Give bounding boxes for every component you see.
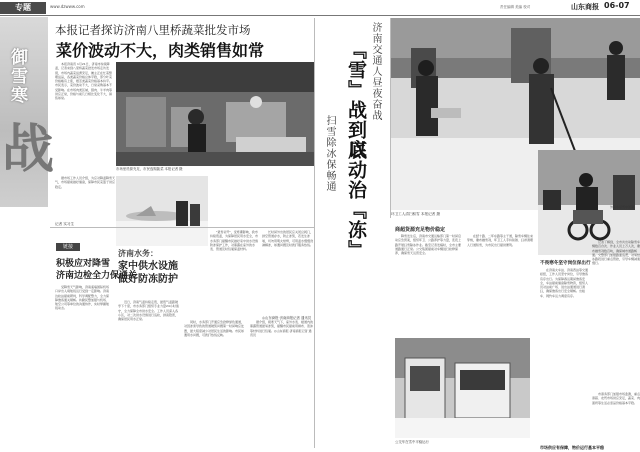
main-body-1: 降雪发生后，济南市交通运输部门第一时间启动应急预案，组织环卫、公路养护等力量，连夜上路开展扫雪除冰作业。截至记者发稿时，全市主要道路通行正常。公交集团提前对车辆进行检修保养，确保雪天运营安全。 (395, 234, 462, 256)
market-byline: 记者 实习生 (55, 222, 75, 226)
snow-photo-3-caption: 外卖小哥雪中送餐 (610, 205, 635, 209)
left-banner-bigchar: 战 (2, 120, 55, 180)
market-photo-image (116, 62, 314, 166)
row-rule-1 (50, 227, 314, 228)
site-url: www.dzwww.com (50, 4, 85, 9)
water-body-1: "楚雪初开"，受寒潮影响，我市持续低温，为保障居民用水安全，市水务部门提醒市民做好家中供水设施防冻保护工作，对暴露在室外的水表、管道及时包裹保温材料。 (210, 230, 258, 252)
left-banner-title: 御雪寒 (7, 48, 27, 105)
water-body-5: 据介绍，极寒天气下，室外水表、楼道内的暴露管道最易冻裂，提醒市民提前用棉布、泡沫等材料进行包裹。◎山东商报·济南商报记者 通讯员 (250, 320, 314, 337)
bus-photo-caption: 公交车在雪中平稳运行 (395, 440, 429, 444)
water-byline: ◎山东商报·济南商报记者 通讯员 (262, 316, 312, 320)
airport-photo (116, 176, 208, 246)
section-label: 专题 (0, 2, 46, 14)
market-photo (116, 62, 314, 166)
section-c-heading: 商超货源充足物价稳定 (395, 227, 446, 233)
market-photo-caption: 市场里货源充足，市民选购蔬菜 本报记者 摄 (116, 167, 183, 171)
paper-name: 山东商报 (571, 3, 599, 11)
page-number: 06-07 (604, 1, 630, 10)
bus-photo (395, 338, 530, 438)
feature-headline-2: 以动治『冻』 (345, 140, 367, 260)
section-b-heading: 市场供应有保障，物价运行基本平稳 (540, 445, 604, 450)
column-rule-2 (390, 18, 391, 218)
bus-photo-image (395, 338, 530, 438)
airport-photo-image (116, 176, 208, 246)
market-headline: 菜价波动不大，肉类销售如常 (56, 41, 265, 60)
feature-headline-1: 『雪』战到底 (345, 40, 367, 160)
feature-subtitle-2: 扫雪除冰保畅通 (324, 115, 335, 192)
market-body-1: 本报济南讯 1月21日，济南市持续降温，记者来到八里桥蔬菜批发市场走访发现，市场内蔬菜货源充足，摊主正在忙着整理货品，各类蔬菜价格总体平稳，部分叶菜价格略有上涨，根茎类蔬菜价格基本持平。市民表示，菜价波动不大，日常采购基本不受影响。在市场肉类区域，猪肉、牛羊肉等供应正常，价格与前几日相比变化不大，销售如常。 (55, 62, 113, 101)
water-body-3: 近日，济南气温持续走低，最低气温跌破零下十度，市水务部门组织专业力量24小时值守，全力保障全市供水安全。工作人员深入各小区，对二次供水设施进行巡检，排查隐患，确保居民用水正常。 (118, 300, 179, 322)
water-body-2: 长时间外出的居民应关闭总阀门，排空管道存水，防止冻裂，若发生冻堵，切勿用明火烘烤，可用温水慢慢浇淋解冻，如遇问题及时拨打服务热线。 (262, 230, 314, 247)
feature-subtitle: 济南交通人昼夜奋战 (370, 22, 381, 121)
market-body-2: 据市场工作人员介绍，为应对降温降雪天气，市场提前做好储备，保障市民菜篮子供应稳定。 (55, 176, 116, 189)
market-kicker: 本报记者探访济南八里桥蔬菜批发市场 (55, 23, 251, 37)
main-body-2: 在经十路、二环东路等主干道，除雪车辆往来穿梭，撒布融雪剂，环卫工人手持铁锹、扫帚清理人行道积雪，为市民出行提供便利。 (467, 234, 534, 247)
section-a-heading: 不畏寒冬坚守岗位保出行 (540, 261, 591, 266)
right-body-2: 记者了解到，全市共出动除雪车辆数百台次、作业人员上万人次，撒布融雪剂数百吨，确保城市道路畅通。交警部门加强路面巡逻，对易结冰路段进行重点管控，引导车辆减速慢行。 (592, 240, 640, 266)
right-body-1: 在济南火车站、济南西站等交通枢纽，工作人员坚守岗位，引导旅客有序出行。为保障春运期间旅客安全，车站提前储备除雪物资，组织人员对站前广场、进出站通道进行清扫，确保旅客出行安全顺畅。出租车、网约车运力调度有序。 (540, 268, 588, 298)
column-rule-1 (314, 18, 315, 448)
water-headline: 家中供水设施 做好防冻防护 (118, 261, 178, 285)
water-body-4: 同时，水务部门开通应急抢修绿色通道，对因冻害导致的管道破裂问题第一时间响应处置，最大程度减少对居民生活的影响。市民如遇用水问题，可拨打热线反映。 (184, 320, 245, 337)
snow-photo-1-caption: 环卫工人清扫积雪 本报记者 摄 (391, 212, 441, 216)
masthead-meta: 责任编辑 美编 校对 (500, 5, 531, 9)
right-body-3: 市商务部门加强市场监测，重点商超、农贸市场供应充足，蔬菜、肉蛋奶等生活必需品价格基本平稳。 (592, 392, 640, 405)
masthead (0, 0, 640, 16)
masthead-rule (0, 15, 640, 16)
customs-headline: 积极应对降雪 济南边检全力保通关 (56, 259, 138, 281)
water-kicker: 济南水务： (118, 249, 158, 258)
customs-tag: 链接 (56, 243, 80, 251)
customs-body-1: 受降雪天气影响，济南遥墙国际机场口岸出入境航班运行受到一定影响。济南边检站提前研判，科学调配警力，全力保障旅客通关顺畅。执勤民警加强与机场、航空公司等单位的沟通协作，实时掌握航班动态。 (55, 285, 110, 311)
